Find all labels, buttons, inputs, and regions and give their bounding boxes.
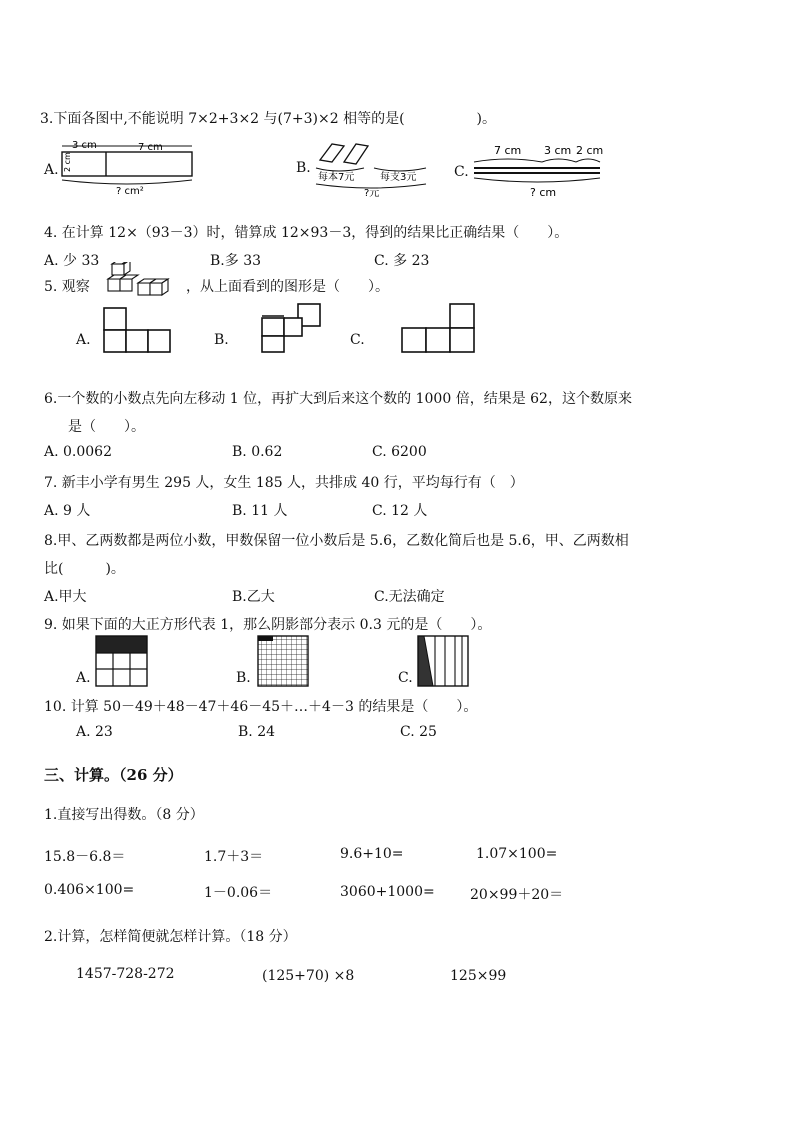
calc-item: 15.8－6.8＝ — [44, 849, 126, 865]
q3c-total: ? cm — [530, 186, 557, 199]
q3c-s1: 7 cm — [494, 144, 522, 157]
q5-option-c-letter[interactable]: C. — [350, 332, 365, 348]
q9-option-c-letter[interactable]: C. — [398, 670, 413, 686]
q4-option-c[interactable]: C. 多 23 — [374, 253, 430, 269]
q9-option-a-figure — [94, 634, 150, 688]
q7-option-c[interactable]: C. 12 人 — [372, 503, 428, 519]
q8-option-a[interactable]: A.甲大 — [44, 589, 87, 605]
q3a-h: 2 cm — [63, 152, 72, 172]
q8-option-b[interactable]: B.乙大 — [232, 589, 275, 605]
q6-line1: 6.一个数的小数点先向左移动 1 位，再扩大到后来这个数的 1000 倍，结果是 62，这个数原来 — [44, 391, 632, 407]
q10-option-b[interactable]: B. 24 — [238, 724, 276, 740]
q10-stem: 10. 计算 50－49＋48－47＋46－45＋…＋4－3 的结果是（ ）。 — [44, 699, 478, 715]
book-icon — [320, 144, 344, 162]
q3-stem-close: )。 — [476, 111, 497, 127]
q6-option-a[interactable]: A. 0.0062 — [44, 444, 112, 460]
q3c-s3: 2 cm — [576, 144, 604, 157]
q5-stem-pre: 5. 观察 — [44, 279, 90, 295]
q3-option-a-letter: A. — [44, 162, 59, 178]
q5-stem-post: ，从上面看到的图形是（ ）。 — [186, 279, 389, 295]
q7-stem: 7. 新丰小学有男生 295 人，女生 185 人，共排成 40 行，平均每行有（ ） — [44, 475, 524, 491]
q7-option-a[interactable]: A. 9 人 — [44, 503, 91, 519]
q5-option-c-figure — [400, 302, 480, 354]
q3-stem — [40, 108, 496, 128]
q4-option-a[interactable]: A. 少 33 — [44, 253, 100, 269]
part1-title: 1.直接写出得数。（8 分） — [44, 807, 204, 823]
q3b-left: 每本7元 — [318, 172, 355, 183]
q9-stem: 9. 如果下面的大正方形代表 1，那么阴影部分表示 0.3 元的是（ ）。 — [44, 617, 492, 633]
calc-problem: (125+70) ×8 — [262, 968, 355, 984]
q5-option-b-letter[interactable]: B. — [214, 332, 229, 348]
q7-option-b[interactable]: B. 11 人 — [232, 503, 288, 519]
q5-option-a-figure — [102, 306, 174, 354]
calc-item: 1－0.06＝ — [204, 885, 273, 901]
q3c-s2: 3 cm — [544, 144, 572, 157]
calc-problem: 1457-728-272 — [76, 966, 175, 982]
q9-option-c-figure — [416, 634, 472, 688]
q3a-w1: 3 cm — [72, 140, 97, 151]
q8-line1: 8.甲、乙两数都是两位小数，甲数保留一位小数后是 5.6，乙数化简后也是 5.6，甲、乙两数相 — [44, 533, 629, 549]
q3-option-c-letter: C. — [454, 164, 469, 180]
book-icon — [344, 144, 368, 164]
q3-option-b-letter: B. — [296, 160, 311, 176]
q3b-right: 每支3元 — [380, 172, 417, 183]
q3-option-a-figure — [56, 136, 206, 198]
q3a-w2: 7 cm — [138, 142, 163, 153]
q5-option-a-letter[interactable]: A. — [76, 332, 91, 348]
q9-option-a-letter[interactable]: A. — [76, 670, 91, 686]
q6-line2: 是（ ）。 — [68, 419, 145, 435]
q6-option-c[interactable]: C. 6200 — [372, 444, 427, 460]
q5-option-b-figure — [258, 302, 324, 354]
q3b-total: ?元 — [364, 188, 380, 199]
q5-cube-figure — [104, 262, 170, 300]
q3-stem-text: 3.下面各图中,不能说明 7×2+3×2 与(7+3)×2 相等的是( — [40, 111, 405, 127]
q3a-total: ? cm² — [116, 186, 144, 197]
q10-option-a[interactable]: A. 23 — [76, 724, 113, 740]
q4-option-b[interactable]: B.多 33 — [210, 253, 262, 269]
q3-option-c-figure — [468, 140, 618, 200]
q6-option-b[interactable]: B. 0.62 — [232, 444, 283, 460]
q4-stem: 4. 在计算 12×（93－3）时，错算成 12×93－3，得到的结果比正确结果（ ）。 — [44, 225, 569, 241]
q3-option-b-figure — [308, 138, 438, 200]
q8-line2: 比( )。 — [44, 561, 125, 577]
q9-option-b-figure — [256, 634, 312, 688]
calc-item: 1.07×100= — [476, 846, 558, 862]
q9-option-b-letter[interactable]: B. — [236, 670, 251, 686]
q10-option-c[interactable]: C. 25 — [400, 724, 437, 740]
calc-item: 20×99＋20＝ — [470, 887, 564, 903]
q8-option-c[interactable]: C.无法确定 — [374, 589, 445, 605]
shaded-row — [96, 636, 147, 653]
calc-item: 3060+1000= — [340, 884, 435, 900]
rectangle — [62, 152, 192, 176]
calc-item: 1.7＋3＝ — [204, 849, 264, 865]
calc-item: 0.406×100= — [44, 882, 135, 898]
section-title: 三、计算。（26 分） — [44, 766, 183, 784]
shaded-cells — [258, 636, 273, 641]
part2-title: 2.计算，怎样简便就怎样计算。（18 分） — [44, 929, 297, 945]
calc-item: 9.6+10= — [340, 846, 404, 862]
calc-problem: 125×99 — [450, 968, 507, 984]
